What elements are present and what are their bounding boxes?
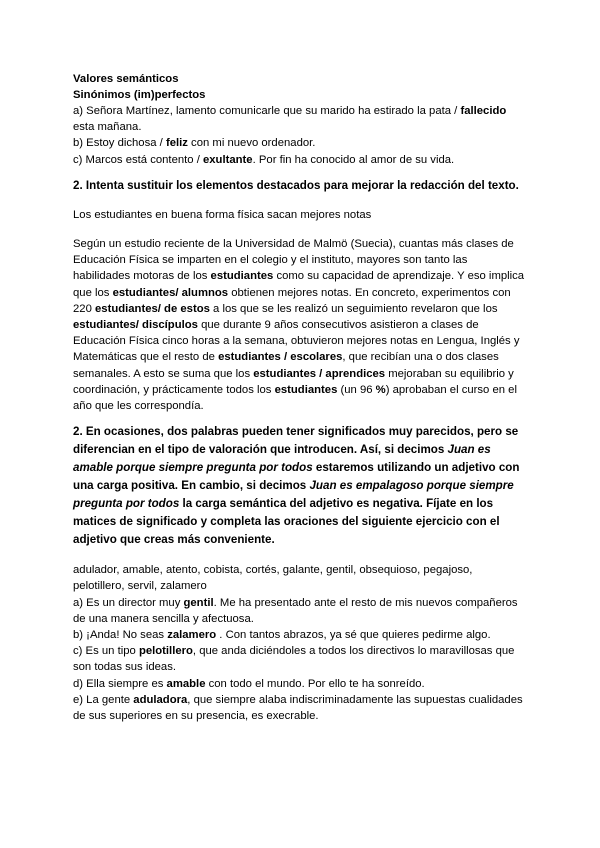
- answer-b: b) ¡Anda! No seas zalamero . Con tantos abrazos, ya sé que quieres pedirme algo.: [73, 629, 491, 642]
- exercise-3-instructions: 2. En ocasiones, dos palabras pueden tener significados muy parecidos, pero se diferencian en el tipo de valoración que introducen. Así, si decimos Juan es amable porque siempre pregunta por todos estaremos utilizando un adjetivo con una carga positiva. En cambio, si decimos Juan es empalagoso porque siempre pregunta por todos la carga semántica del adjetivo es negativa. Fíjate en los matices de significado y completa las oraciones del siguiente ejercicio con el adjetivo que creas más conveniente.: [73, 425, 520, 547]
- synonym-sentence-b: b) Estoy dichosa / feliz con mi nuevo ordenador.: [73, 137, 316, 150]
- article-body: Según un estudio reciente de la Universidad de Malmö (Suecia), cuantas más clases de Educación Física se imparten en el colegio y el instituto, mayores son tanto las habilidades motoras de los estudiantes como su capacidad de aprendizaje. Y eso implica que los estudiantes/ alumnos obtienen mejores notas. En concreto, experimentos con 220 estudiantes/ de estos a los que se les realizó un seguimiento revelaron que los estudiantes/ discípulos que durante 9 años consecutivos asistieron a clases de Educación Física cinco horas a la semana, obtuvieron mejores notas en Lengua, Inglés y Matemáticas que el resto de estudiantes / escolares, que recibían una o dos clases semanales. A esto se suma que los estudiantes / aprendices mejoraban su equilibrio y coordinación, y prácticamente todos los estudiantes (un 96 %) aprobaban el curso en el año que les correspondía.: [73, 238, 525, 413]
- section-subtitle: Sinónimos (im)perfectos: [73, 89, 206, 101]
- answer-d: d) Ella siempre es amable con todo el mundo. Por ello te ha sonreído.: [73, 677, 425, 690]
- answer-a: a) Es un director muy gentil. Me ha presentado ante el resto de mis nuevos compañeros de una manera sencilla y afectuosa.: [73, 596, 518, 625]
- synonym-sentence-c: c) Marcos está contento / exultante. Por fin ha conocido al amor de su vida.: [73, 153, 455, 166]
- answer-e: e) La gente aduladora, que siempre alaba indiscriminadamente las supuestas cualidades de sus superiores en su presencia, es execrable.: [73, 693, 523, 723]
- section-title: Valores semánticos: [73, 73, 179, 85]
- document-page: [73, 71, 525, 724]
- word-bank: adulador, amable, atento, cobista, cortés, galante, gentil, obsequioso, pegajoso, pelotillero, servil, zalamero: [73, 564, 473, 593]
- article-title: Los estudiantes en buena forma física sacan mejores notas: [73, 208, 372, 221]
- exercise-2-heading: 2. Intenta sustituir los elementos destacados para mejorar la redacción del texto.: [73, 178, 519, 192]
- answer-c: c) Es un tipo pelotillero, que anda diciéndoles a todos los directivos lo maravillosas que son todas sus ideas.: [73, 645, 515, 674]
- synonym-sentence-a: a) Señora Martínez, lamento comunicarle que su marido ha estirado la pata / fallecido esta mañana.: [73, 105, 507, 134]
